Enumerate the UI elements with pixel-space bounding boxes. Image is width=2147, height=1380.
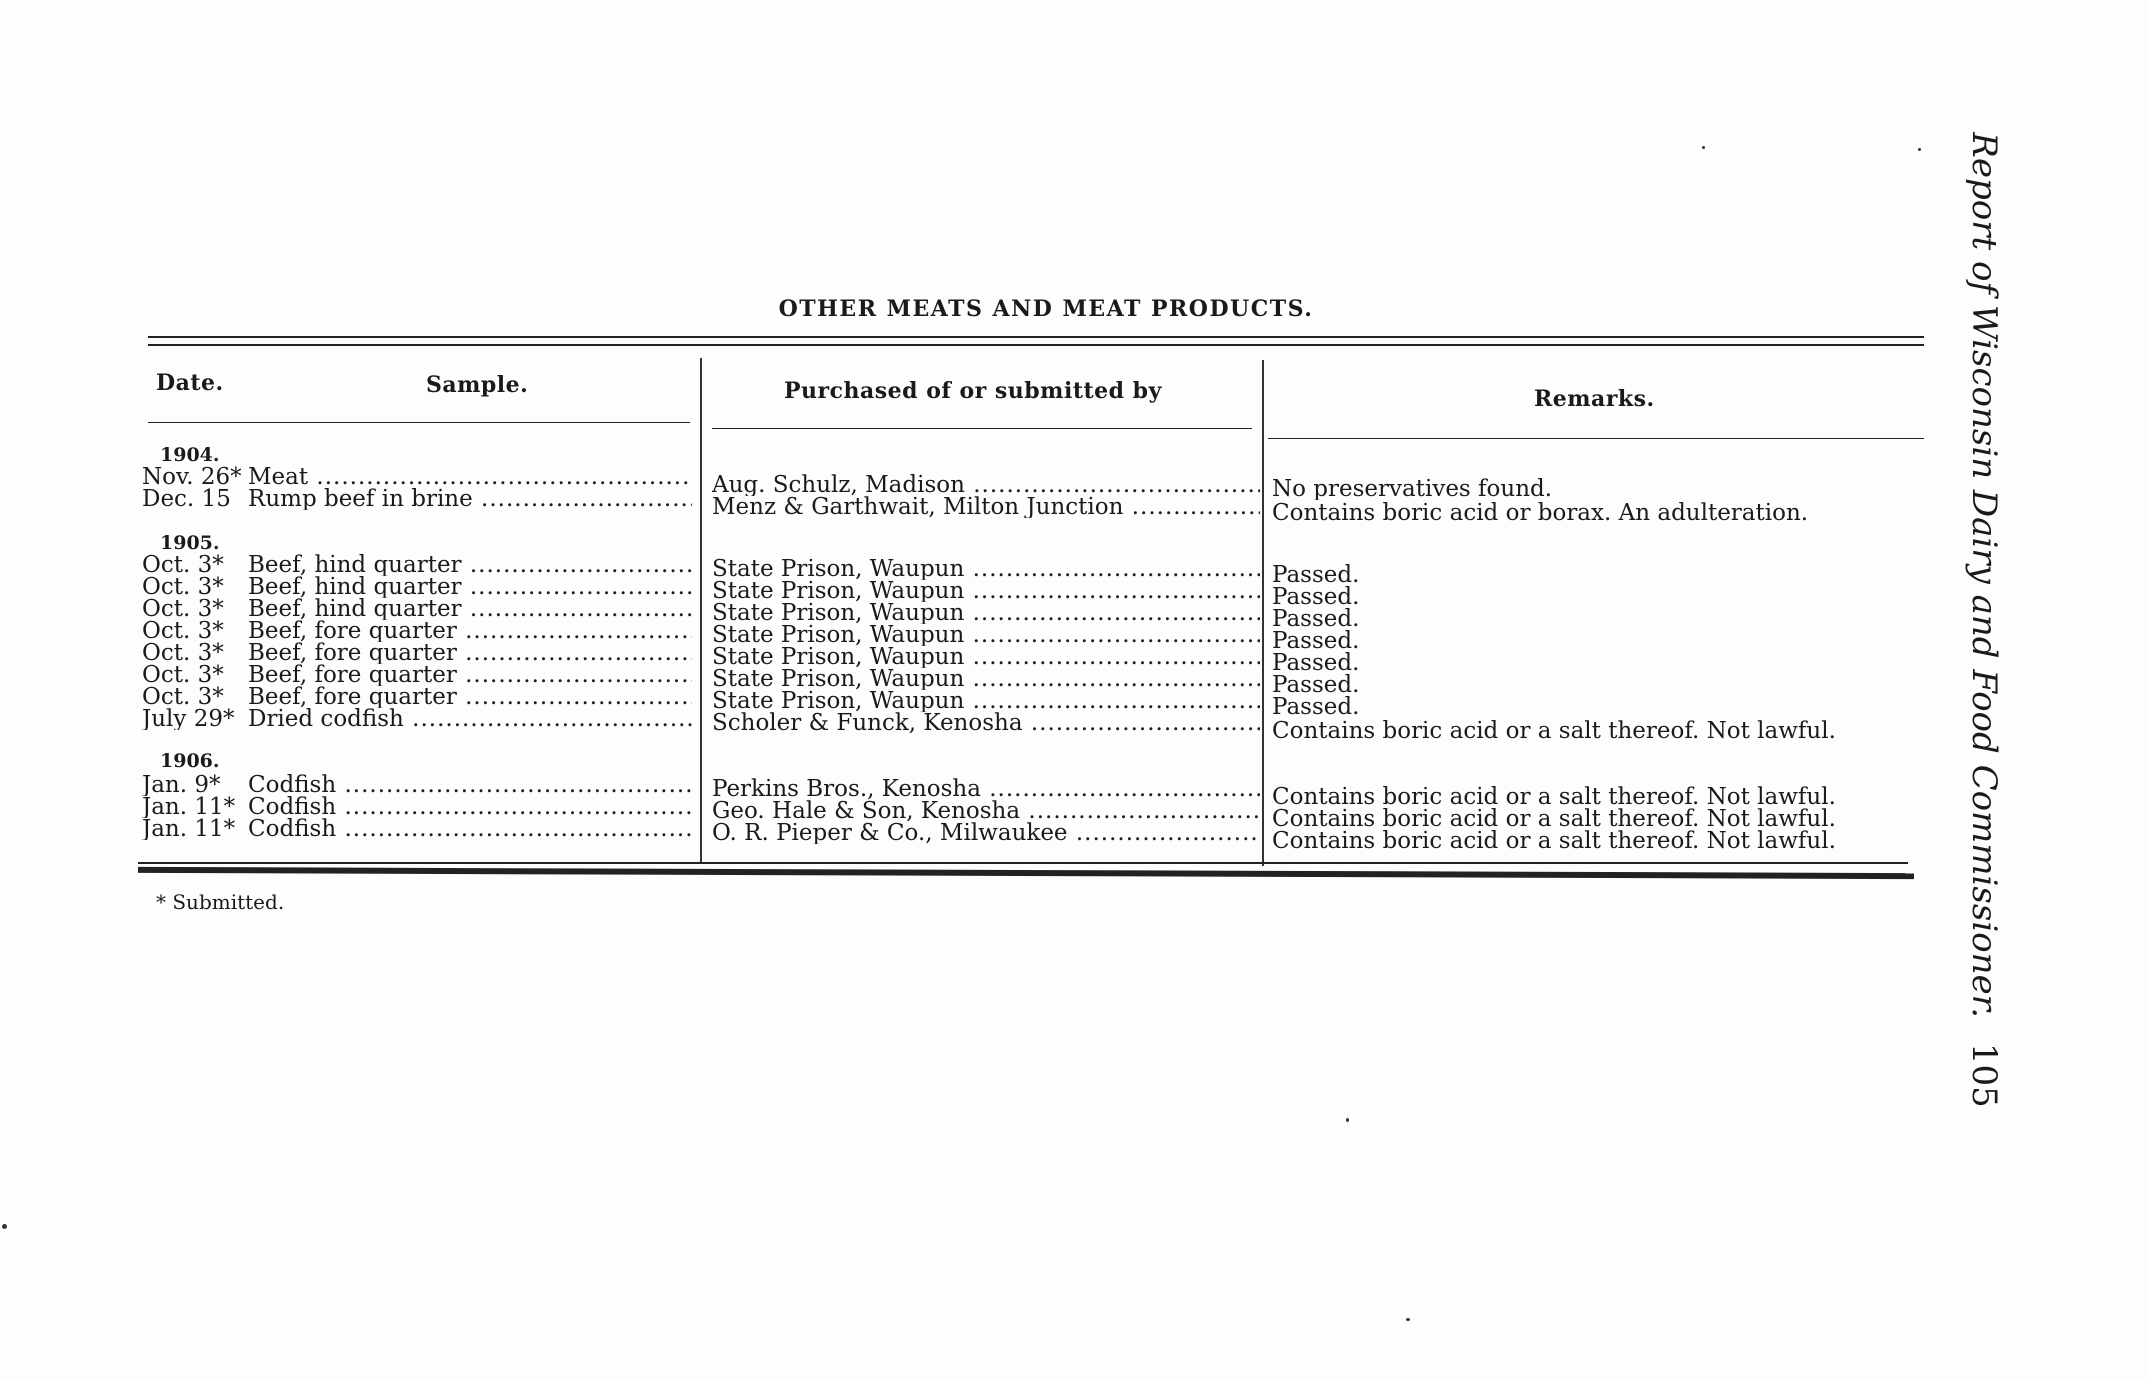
row-date: Nov. 26* — [142, 466, 242, 488]
scan-speck — [1406, 1318, 1410, 1321]
top-rule-1 — [148, 336, 1924, 338]
row-remarks: Passed. — [1272, 674, 1360, 696]
row-source: O. R. Pieper & Co., Milwaukee ..... — [712, 822, 1260, 844]
row-date: Jan. 11* — [142, 818, 236, 840]
row-remarks: Passed. — [1272, 630, 1360, 652]
row-sample: Meat ..... — [248, 466, 692, 488]
row-remarks: No preservatives found. — [1272, 478, 1553, 500]
row-source: Aug. Schulz, Madison ..... — [712, 474, 1260, 496]
row-remarks: Passed. — [1272, 696, 1360, 718]
header-sample: Sample. — [426, 372, 529, 398]
row-source: State Prison, Waupun ..... — [712, 602, 1260, 624]
row-date: July 29* — [142, 708, 235, 730]
top-rule-2 — [148, 344, 1924, 346]
row-date: Oct. 3* — [142, 686, 224, 708]
row-sample: Beef, fore quarter ..... — [248, 664, 692, 686]
column-divider-1 — [700, 358, 702, 862]
year-label: 1904. — [160, 444, 220, 466]
bottom-rule-thin — [138, 862, 1908, 864]
running-head-title: Report of Wisconsin Dairy and Food Commissioner. — [1964, 132, 2004, 1019]
header-remarks: Remarks. — [1534, 386, 1655, 412]
year-label: 1906. — [160, 750, 220, 772]
row-remarks: Passed. — [1272, 564, 1360, 586]
row-date: Oct. 3* — [142, 620, 224, 642]
row-date: Jan. 11* — [142, 796, 236, 818]
table-title: OTHER MEATS AND MEAT PRODUCTS. — [778, 296, 1314, 322]
row-remarks: Contains boric acid or a salt thereof. Not lawful. — [1272, 808, 1836, 830]
row-source: State Prison, Waupun ..... — [712, 646, 1260, 668]
row-source: State Prison, Waupun ..... — [712, 624, 1260, 646]
bottom-rule-thick — [138, 867, 1914, 879]
row-sample: Beef, hind quarter ..... — [248, 554, 692, 576]
row-date: Oct. 3* — [142, 554, 224, 576]
row-remarks: Contains boric acid or a salt thereof. Not lawful. — [1272, 720, 1836, 742]
row-source: State Prison, Waupun ..... — [712, 558, 1260, 580]
row-date: Jan. 9* — [142, 774, 221, 796]
row-date: Oct. 3* — [142, 598, 224, 620]
row-sample: Codfish ..... — [248, 774, 692, 796]
header-rule-left — [148, 422, 690, 423]
row-source: Perkins Bros., Kenosha ..... — [712, 778, 1260, 800]
header-source: Purchased of or submitted by — [784, 378, 1162, 404]
row-source: Scholer & Funck, Kenosha ..... — [712, 712, 1260, 734]
row-date: Dec. 15 — [142, 488, 231, 510]
row-sample: Rump beef in brine ..... — [248, 488, 692, 510]
row-source: State Prison, Waupun ..... — [712, 580, 1260, 602]
row-source: Menz & Garthwait, Milton Junction ..... — [712, 496, 1260, 518]
scan-speck — [1702, 146, 1705, 149]
row-remarks: Contains boric acid or a salt thereof. Not lawful. — [1272, 830, 1836, 852]
row-remarks: Contains boric acid or borax. An adulteration. — [1272, 502, 1809, 524]
header-rule-mid — [712, 428, 1252, 429]
row-remarks: Passed. — [1272, 608, 1360, 630]
row-source: Geo. Hale & Son, Kenosha ..... — [712, 800, 1260, 822]
row-date: Oct. 3* — [142, 642, 224, 664]
row-sample: Beef, hind quarter ..... — [248, 598, 692, 620]
row-sample: Codfish ..... — [248, 796, 692, 818]
scan-speck — [1918, 148, 1921, 151]
scan-speck — [2, 1224, 7, 1229]
column-divider-2 — [1262, 360, 1264, 866]
header-date: Date. — [156, 370, 224, 396]
page-number: 105 — [1964, 1042, 2004, 1108]
header-rule-right — [1268, 438, 1924, 439]
year-label: 1905. — [160, 532, 220, 554]
row-date: Oct. 3* — [142, 664, 224, 686]
row-remarks: Contains boric acid or a salt thereof. Not lawful. — [1272, 786, 1836, 808]
scan-speck — [1346, 1118, 1349, 1122]
row-sample: Beef, fore quarter ..... — [248, 642, 692, 664]
row-remarks: Passed. — [1272, 652, 1360, 674]
row-sample: Beef, fore quarter ..... — [248, 686, 692, 708]
row-sample: Beef, fore quarter ..... — [248, 620, 692, 642]
row-remarks: Passed. — [1272, 586, 1360, 608]
row-date: Oct. 3* — [142, 576, 224, 598]
footnote: * Submitted. — [156, 890, 285, 914]
row-sample: Dried codfish ..... — [248, 708, 692, 730]
row-sample: Beef, hind quarter ..... — [248, 576, 692, 598]
row-sample: Codfish ..... — [248, 818, 692, 840]
running-head — [1964, 132, 2004, 1107]
row-source: State Prison, Waupun ..... — [712, 668, 1260, 690]
row-source: State Prison, Waupun ..... — [712, 690, 1260, 712]
